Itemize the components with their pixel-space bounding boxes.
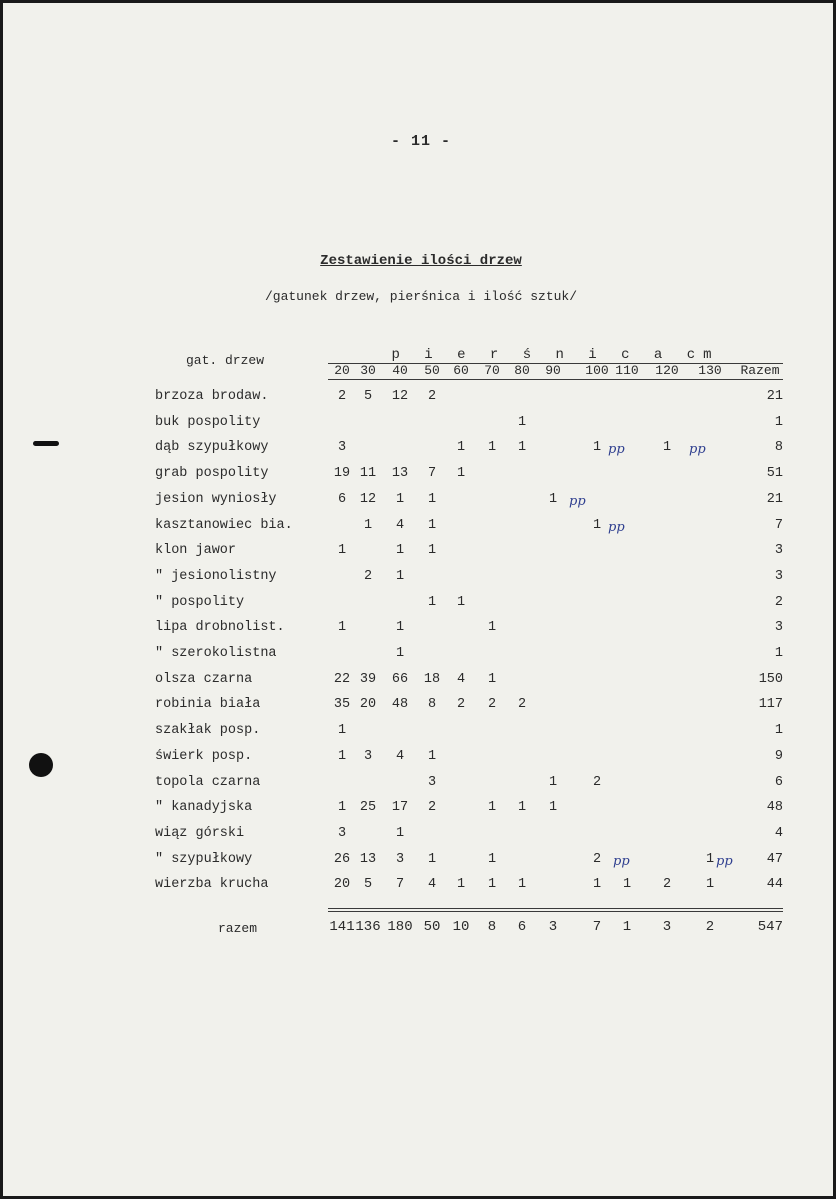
- species-name: kasztanowiec bia.: [155, 517, 293, 533]
- count-cell: 1: [517, 440, 527, 456]
- count-cell: 1: [487, 440, 497, 456]
- count-cell: 1: [622, 877, 632, 893]
- summary-cell: 136: [355, 919, 381, 935]
- count-cell: 4: [427, 877, 437, 893]
- count-cell: 1: [395, 646, 405, 661]
- row-total: 21: [766, 491, 783, 507]
- count-cell: 18: [423, 671, 441, 687]
- count-cell: 1: [487, 851, 497, 867]
- count-cell: 1: [456, 877, 466, 893]
- handwritten-note: pp: [569, 493, 586, 509]
- column-header-120: 120: [655, 363, 679, 378]
- table-row: [3, 518, 836, 538]
- count-cell: 1: [592, 440, 602, 456]
- row-total: 44: [766, 877, 783, 893]
- count-cell: 1: [337, 800, 347, 816]
- count-cell: 4: [395, 748, 405, 764]
- table-row: [3, 800, 836, 820]
- count-cell: 12: [359, 491, 377, 507]
- row-total: 3: [774, 543, 783, 559]
- count-cell: 4: [456, 671, 466, 687]
- count-cell: 1: [456, 594, 466, 610]
- count-cell: 3: [363, 748, 373, 764]
- species-name: świerk posp.: [155, 748, 253, 764]
- count-cell: 19: [333, 466, 351, 482]
- summary-cell: 10: [452, 919, 470, 935]
- row-total: 150: [758, 671, 783, 687]
- count-cell: 35: [333, 697, 351, 713]
- row-total: 9: [774, 748, 783, 764]
- species-name: klon jawor: [155, 543, 237, 559]
- row-total: 3: [774, 620, 783, 636]
- count-cell: 1: [395, 543, 405, 559]
- count-cell: 8: [427, 697, 437, 713]
- species-name: olsza czarna: [155, 671, 253, 687]
- count-cell: 2: [427, 389, 437, 404]
- row-total: 47: [766, 851, 783, 867]
- row-total: 48: [766, 800, 783, 816]
- document-subtitle: /gatunek drzew, pierśnica i ilość sztuk/: [264, 289, 578, 304]
- page-number: - 11 -: [390, 133, 451, 150]
- species-name: brzoza brodaw.: [155, 389, 269, 404]
- column-header-60: 60: [453, 363, 469, 378]
- species-name: topola czarna: [155, 774, 261, 790]
- count-cell: 1: [548, 774, 558, 790]
- column-header-20: 20: [334, 363, 350, 378]
- count-cell: 20: [359, 697, 377, 713]
- handwritten-note: pp: [689, 442, 706, 458]
- count-cell: 1: [337, 543, 347, 559]
- punch-hole: [29, 753, 53, 777]
- table-row: [3, 595, 836, 615]
- column-header-110: 110: [615, 363, 639, 378]
- count-cell: 1: [427, 594, 437, 610]
- count-cell: 26: [333, 851, 351, 867]
- count-cell: 3: [337, 440, 347, 456]
- table-row: [3, 415, 836, 435]
- species-name: " kanadyjska: [155, 800, 253, 816]
- count-cell: 39: [359, 671, 377, 687]
- table-row: [3, 466, 836, 486]
- count-cell: 2: [592, 851, 602, 867]
- count-cell: 13: [359, 851, 377, 867]
- count-cell: 1: [592, 517, 602, 533]
- diameter-group-header: p i e r ś n i c a cm: [391, 347, 720, 363]
- count-cell: 3: [337, 825, 347, 841]
- count-cell: 17: [391, 800, 409, 816]
- count-cell: 20: [333, 877, 351, 893]
- table-row: [3, 620, 836, 640]
- summary-cell: 2: [705, 919, 715, 935]
- count-cell: 1: [427, 748, 437, 764]
- summary-cell: 50: [423, 919, 441, 935]
- summary-cell: 1: [622, 919, 632, 935]
- table-row: [3, 697, 836, 717]
- table-row: [3, 543, 836, 563]
- row-total: 51: [766, 466, 783, 482]
- column-header-total: Razem: [740, 363, 780, 378]
- count-cell: 66: [391, 671, 409, 687]
- column-header-70: 70: [484, 363, 500, 378]
- count-cell: 1: [456, 466, 466, 482]
- count-cell: 12: [391, 389, 409, 404]
- count-cell: 2: [456, 697, 466, 713]
- count-cell: 6: [337, 491, 347, 507]
- count-cell: 13: [391, 466, 409, 482]
- count-cell: 48: [391, 697, 409, 713]
- count-cell: 11: [359, 466, 377, 482]
- count-cell: 25: [359, 800, 377, 816]
- species-name: robinia biała: [155, 697, 261, 713]
- count-cell: 2: [517, 697, 527, 713]
- count-cell: 1: [517, 414, 527, 430]
- column-header-50: 50: [424, 363, 440, 378]
- species-name: " szypułkowy: [155, 851, 253, 867]
- summary-label: razem: [218, 921, 258, 936]
- species-name: lipa drobnolist.: [155, 620, 285, 636]
- summary-cell: 3: [548, 919, 558, 935]
- table-row: [3, 723, 836, 743]
- table-row: [3, 672, 836, 692]
- table-row: [3, 877, 836, 897]
- count-cell: 1: [705, 851, 715, 867]
- column-header-30: 30: [360, 363, 376, 378]
- count-cell: 1: [363, 517, 373, 533]
- count-cell: 1: [662, 440, 672, 456]
- count-cell: 1: [337, 748, 347, 764]
- column-header-80: 80: [514, 363, 530, 378]
- species-column-header: gat. drzew: [186, 353, 265, 368]
- species-name: wierzba krucha: [155, 877, 269, 893]
- handwritten-note: pp: [608, 442, 625, 458]
- count-cell: 5: [363, 877, 373, 893]
- handwritten-note: pp: [716, 853, 733, 869]
- count-cell: 3: [427, 774, 437, 790]
- summary-cell: 141: [329, 919, 355, 935]
- species-name: jesion wyniosły: [155, 491, 277, 507]
- species-name: szakłak posp.: [155, 723, 261, 739]
- count-cell: 3: [395, 851, 405, 867]
- summary-rule-1: [328, 908, 783, 909]
- row-total: 21: [766, 389, 783, 404]
- summary-cell: 3: [662, 919, 672, 935]
- punch-mark: [33, 441, 59, 446]
- count-cell: 1: [517, 877, 527, 893]
- row-total: 8: [774, 440, 783, 456]
- count-cell: 1: [487, 800, 497, 816]
- grand-total: 547: [757, 919, 783, 935]
- species-name: wiąz górski: [155, 825, 245, 841]
- species-name: grab pospolity: [155, 466, 269, 482]
- summary-cell: 6: [517, 919, 527, 935]
- count-cell: 1: [337, 723, 347, 739]
- row-total: 4: [774, 825, 783, 841]
- count-cell: 22: [333, 671, 351, 687]
- count-cell: 2: [592, 774, 602, 790]
- column-header-90: 90: [545, 363, 561, 378]
- count-cell: 4: [395, 517, 405, 533]
- table-row: [3, 749, 836, 769]
- handwritten-note: pp: [608, 519, 625, 535]
- row-total: 1: [774, 414, 783, 430]
- count-cell: 2: [363, 568, 373, 584]
- table-row: [3, 440, 836, 460]
- count-cell: 1: [395, 620, 405, 636]
- row-total: 1: [774, 723, 783, 739]
- count-cell: 7: [395, 877, 405, 893]
- count-cell: 2: [662, 877, 672, 893]
- count-cell: 1: [337, 620, 347, 636]
- count-cell: 1: [487, 877, 497, 893]
- count-cell: 2: [337, 389, 347, 404]
- document-page: [3, 3, 833, 1196]
- count-cell: 1: [548, 800, 558, 816]
- row-total: 7: [774, 517, 783, 533]
- table-row: [3, 492, 836, 512]
- count-cell: 1: [517, 800, 527, 816]
- table-row: [3, 569, 836, 589]
- species-name: buk pospolity: [155, 414, 261, 430]
- count-cell: 1: [548, 491, 558, 507]
- count-cell: 1: [487, 671, 497, 687]
- count-cell: 1: [456, 440, 466, 456]
- species-name: dąb szypułkowy: [155, 440, 269, 456]
- count-cell: 1: [395, 825, 405, 841]
- count-cell: 1: [592, 877, 602, 893]
- summary-rule-2: [328, 911, 783, 912]
- table-row: [3, 826, 836, 846]
- count-cell: 1: [427, 543, 437, 559]
- table-row: [3, 646, 836, 666]
- table-row: [3, 775, 836, 795]
- species-name: " pospolity: [155, 594, 245, 610]
- row-total: 3: [774, 568, 783, 584]
- handwritten-note: pp: [613, 853, 630, 869]
- column-header-130: 130: [698, 363, 722, 378]
- summary-cell: 8: [487, 919, 497, 935]
- table-row: [3, 852, 836, 872]
- summary-cell: 180: [387, 919, 413, 935]
- row-total: 6: [774, 774, 783, 790]
- column-header-40: 40: [392, 363, 408, 378]
- count-cell: 1: [705, 877, 715, 893]
- document-title: Zestawienie ilości drzew: [320, 253, 522, 269]
- count-cell: 2: [427, 800, 437, 816]
- summary-cell: 7: [592, 919, 602, 935]
- count-cell: 1: [487, 620, 497, 636]
- count-cell: 1: [395, 491, 405, 507]
- row-total: 1: [774, 646, 783, 661]
- column-header-100: 100: [585, 363, 609, 378]
- count-cell: 1: [427, 517, 437, 533]
- row-total: 2: [774, 594, 783, 610]
- header-underline: [328, 379, 783, 380]
- row-total: 117: [758, 697, 783, 713]
- count-cell: 1: [427, 851, 437, 867]
- table-row: [3, 389, 836, 409]
- species-name: " szerokolistna: [155, 646, 277, 661]
- count-cell: 1: [427, 491, 437, 507]
- count-cell: 1: [395, 568, 405, 584]
- count-cell: 5: [363, 389, 373, 404]
- count-cell: 7: [427, 466, 437, 482]
- count-cell: 2: [487, 697, 497, 713]
- species-name: " jesionolistny: [155, 568, 277, 584]
